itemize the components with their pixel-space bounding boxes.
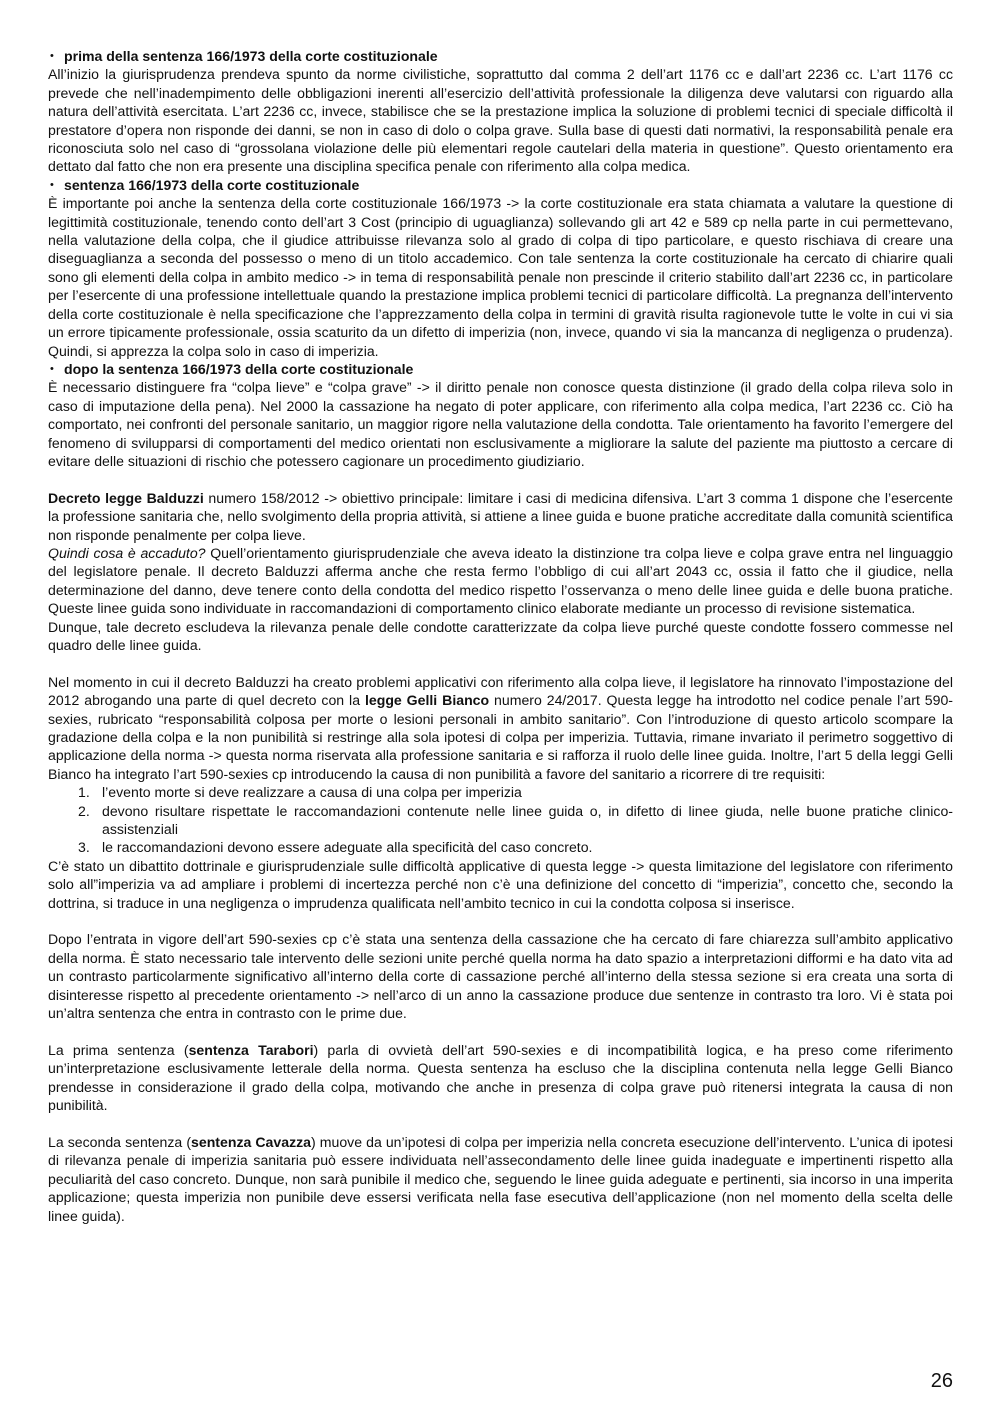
section-heading-after-1973: • dopo la sentenza 166/1973 della corte costituzionale [48, 360, 953, 378]
paragraph-gap [48, 1022, 953, 1040]
section-heading-before-1973: • prima della sentenza 166/1973 della corte costituzionale [48, 47, 953, 65]
requirement-item [48, 783, 953, 801]
requirement-text: devono risultare rispettate le raccomandazioni contenute nelle linee guida o, in difetto di linee giuda, nelle buone pratiche clinico-assistenziali [102, 802, 953, 838]
cavazza-pre: La seconda sentenza ( [48, 1133, 192, 1150]
paragraph-gap [48, 470, 953, 488]
paragraph-cavazza [48, 1133, 953, 1225]
tarabori-name: sentenza Tarabori [188, 1041, 314, 1058]
paragraph-gap [48, 912, 953, 930]
requirement-text: l’evento morte si deve realizzare a causa di una colpa per imperizia [102, 784, 522, 801]
document-page [48, 47, 953, 1225]
paragraph-tarabori [48, 1041, 953, 1115]
requirement-item [48, 802, 953, 839]
paragraph-balduzzi-effects [48, 544, 953, 618]
paragraph-gelli-bianco [48, 673, 953, 783]
paragraph-gap [48, 1115, 953, 1133]
requirement-number: 2. [78, 802, 90, 819]
cavazza-name: sentenza Cavazza [191, 1133, 312, 1150]
paragraph-imperizia-debate: C’è stato un dibattito dottrinale e giurisprudenziale sulle difficoltà applicative di questa legge -> questa limitazione del legislatore con riferimento solo all”imperizia va ad ampliare i problemi di incertezza perché non c’è una definizione del concetto di “imperizia”, concetto che, secondo la dottrina, si traduce in una negligenza o imprudenza qualificata nell’ambito tecnico in cui la condotta colposa si inserisce. [48, 857, 953, 911]
tarabori-pre: La prima sentenza ( [48, 1041, 189, 1058]
section-heading-1973: • sentenza 166/1973 della corte costituzionale [48, 176, 953, 194]
balduzzi-intro: numero 158/2012 -> obiettivo principale: limitare i casi di medicina difensiva. L’art 3 comma 1 dispone che l’esercente la professione sanitaria che, nello svolgimento della propria attività, si attiene a linee guida e buone pratiche accreditate dalla comunità scientifica non risponde penalmente per colpa lieve. [48, 489, 954, 543]
tarabori-post: ) parla di ovvietà dell’art 590-sexies e di incompatibilità logica, e ha preso come riferimento un’interpretazione esclusivamente letterale della norma. Questa sentenza ha escluso che la disciplina contenuta nella legge Gelli Bianco prendesse in considerazione il grado della colpa, motivando che anche in presenza di colpa grave può ritenersi integrata la causa di non punibilità. [48, 1041, 953, 1114]
gelli-pre: Nel momento in cui il decreto Balduzzi ha creato problemi applicativi con riferimento alla colpa lieve, il legislatore ha rinnovato l’impostazione del 2012 abrogando una parte di quel decreto con la [48, 673, 953, 709]
requirement-text: le raccomandazioni devono essere adeguate alla specificità del caso concreto. [102, 839, 593, 856]
requirement-number: 1. [78, 784, 90, 801]
paragraph-after-1973: È necessario distinguere fra “colpa lieve” e “colpa grave” -> il diritto penale non conosce questa distinzione (il grado della colpa rileva solo in caso di imputazione della pena). Nel 2000 la cassazione ha negato di poter applicare, con riferimento alla colpa medica, l’art 2236 cc. Ciò ha comportato, nei confronti del personale sanitario, un maggior rigore nella valutazione della condotta. Tale orientamento ha favorito l’emergere del fenomeno di svilupparsi di comportamenti del medico orientati non esclusivamente a migliorare la salute del paziente ma piuttosto a cercare di evitare delle situazioni di rischio che potessero cagionare un procedimento giudiziario. [48, 379, 953, 469]
cavazza-post: ) muove da un’ipotesi di colpa per imperizia nella concreta esecuzione dell’intervento. L’unica di ipotesi di rilevanza penale di imperizia sanitaria può essere individuata nell’assecondamento delle linee guida inadeguate e impertinenti rispetto alla peculiarità del caso concreto. Dunque, non sarà punibile il medico che, seguendo le linee guida adeguate e pertinenti, sia incorso in una imperita applicazione; questa imperizia non punibile deve essersi verificata nella fase esecutiva dell’applicazione (non nel momento della scelta delle linee guida). [48, 1133, 953, 1224]
paragraph-gap [48, 654, 953, 672]
page-number: 26 [930, 1370, 953, 1392]
requirement-item [48, 838, 953, 856]
paragraph-balduzzi-conclusion: Dunque, tale decreto escludeva la rilevanza penale delle condotte caratterizzate da colpa lieve purché queste condotte fossero commesse nel quadro delle linee guida. [48, 618, 953, 653]
balduzzi-title: Decreto legge Balduzzi [48, 489, 204, 506]
paragraph-balduzzi [48, 489, 953, 544]
paragraph-before-1973: All’inizio la giurisprudenza prendeva spunto da norme civilistiche, soprattutto dal comma 2 dell’art 1176 cc e dall’art 2236 cc. L’art 1176 cc prevede che nell’inadempimento delle obbligazioni inerenti all’esercizio dell’attività professionale la diligenza deve valutarsi con riguardo alla natura dell’attività esercitata. L’art 2236 cc, invece, stabilisce che se la prestazione implica la soluzione di problemi tecnici di speciale difficoltà il prestatore d’opera non risponde dei danni, se non in caso di dolo o colpa grave. Sulla base di questi dati normativi, la responsabilità penale era riconosciuta solo nel caso di “grossolana violazione delle più elementari regole cautelari della materia in questione”. Questo orientamento era dettato dal fatto che non era presente una disciplina specifica penale con riferimento alla colpa medica. [48, 66, 953, 175]
balduzzi-answer: Quell’orientamento giurisprudenziale che aveva ideato la distinzione tra colpa lieve e colpa grave entra nel linguaggio del legislatore penale. Il decreto Balduzzi afferma anche che resta fermo l’obbligo di cui all’art 2043 cc, ossia il fatto che il giudice, nella determinazione del danno, deve tenere conto della condotta del medico rispetto l’osservanza o meno delle linee guida e delle buona pratiche. Queste linee guida sono individuate in raccomandazioni di comportamento clinico elaborate mediante un processo di revisione sistematica. [48, 544, 953, 617]
balduzzi-question: Quindi cosa è accaduto? [48, 544, 206, 561]
paragraph-cassazione: Dopo l’entrata in vigore dell’art 590-sexies cp c’è stata una sentenza della cassazione che ha cercato di fare chiarezza sull’ambito applicativo della norma. È stato necessario tale intervento delle sezioni unite perché quella norma ha dato spazio a interpretazioni difformi e ha dato vita ad un contrasto particolarmente significativo all’interno della corte di cassazione perché all’interno della stessa sezione si era creata una sorta di disinteresse rispetto al precedente orientamento -> nell’arco di un anno la cassazione produce due sentenze in contrasto tra loro. Vi è stata poi un’altra sentenza che entra in contrasto con le prime due. [48, 931, 953, 1022]
gelli-law-name: legge Gelli Bianco [364, 692, 490, 709]
paragraph-1973: È importante poi anche la sentenza della corte costituzionale 166/1973 -> la corte costituzionale era stata chiamata a valutare la questione di legittimità costituzionale, tenendo conto dell’art 3 Cost (principio di uguaglianza) sollevando gli art 42 e 589 cp nella parte in cui permettevano, nella valutazione della colpa, che il giudice attribuisse rilevanza solo al grado di colpa di tipo particolare, e questo rischiava di creare una diseguaglianza a seconda del possesso o meno di un titolo accademico. Con tale sentenza la corte costituzionale ha cercato di chiarire quali sono gli elementi della colpa in ambito medico -> in tema di responsabilità penale non prescinde il criterio stabilito dall’art 2236 cc, in particolare per l’esercente di una professione intellettuale quando la prestazione implica problemi tecnici di particolare difficoltà. La pregnanza dell’intervento della corte costituzionale è nella specificazione che l’apprezzamento della colpa in termini di gravità risulta ragionevole tutte le volte in cui vi sia un errore tipicamente professionale, ossia scaturito da un difetto di imperizia (non, invece, quando vi sia la mancanza di negligenza o prudenza). Quindi, si apprezza la colpa solo in caso di imperizia. [48, 195, 953, 359]
requirements-list [48, 783, 953, 857]
requirement-number: 3. [78, 839, 90, 856]
gelli-post: numero 24/2017. Questa legge ha introdotto nel codice penale l’art 590-sexies, rubricato “responsabilità colposa per morte o lesioni personali in ambito sanitario”. Con l’introduzione di questo articolo scompare la gradazione della colpa e la non punibilità si restringe alla sola ipotesi di colpa per imperizia. Tuttavia, rimane invariato il perimetro soggettivo di applicazione della norma -> questa norma riservata alla professione sanitaria e si rafforza il ruolo delle linee guida. Inoltre, l’art 5 della leggi Gelli Bianco ha integrato l’art 590-sexies cp introducendo la causa di non punibilità a favore del sanitario a ricorrere di tre requisiti: [48, 692, 954, 782]
